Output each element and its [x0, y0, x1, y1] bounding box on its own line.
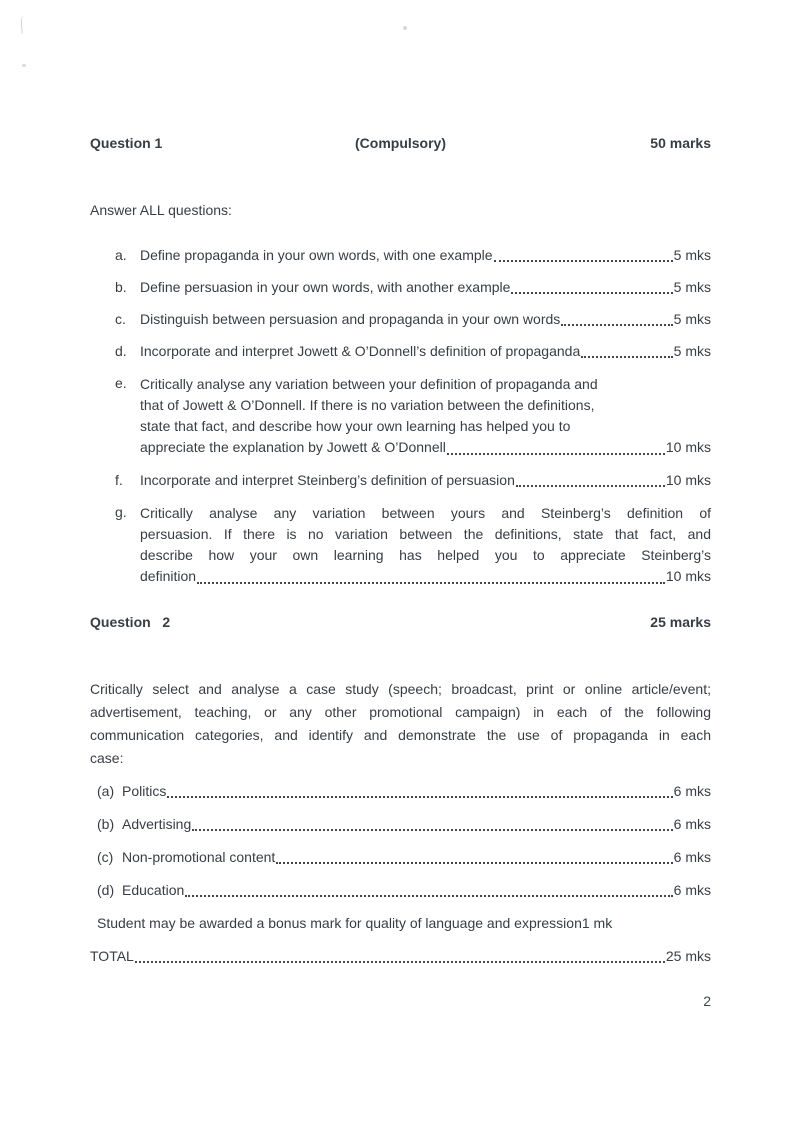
q2-item-list	[90, 782, 711, 900]
item-row	[140, 471, 711, 490]
item-body	[122, 881, 711, 900]
dotted-leader	[581, 356, 672, 358]
item-body	[140, 471, 711, 490]
item-text: Distinguish between persuasion and propaganda in your own words	[140, 311, 561, 327]
total-line	[90, 947, 711, 966]
item-marks: 6 mks	[673, 849, 711, 865]
item-marks: 6 mks	[673, 882, 711, 898]
dotted-leader	[511, 292, 672, 294]
page-content	[90, 134, 711, 1011]
total-label: TOTAL	[90, 948, 134, 964]
item-line: Critically analyse any variation between yours and Steinberg’s definition of	[140, 505, 711, 521]
question-1-title: Question 1	[90, 135, 163, 151]
bonus-marks: 1 mk	[581, 915, 613, 931]
question-item	[115, 503, 711, 587]
item-text: Politics	[122, 783, 167, 799]
item-marks: 5 mks	[673, 247, 711, 263]
item-text: Define persuasion in your own words, with another example	[140, 279, 511, 295]
item-body	[122, 848, 711, 867]
bonus-line	[97, 914, 711, 933]
dotted-leader	[561, 324, 672, 326]
total-marks: 25 mks	[665, 948, 711, 964]
dotted-leader	[494, 260, 673, 262]
item-label: f.	[115, 472, 123, 488]
item-line: persuasion. If there is no variation between the definitions, state that fact, and	[140, 526, 711, 542]
item-text: Education	[122, 882, 185, 898]
item-body	[140, 278, 711, 297]
item-body	[122, 815, 711, 834]
item-marks: 5 mks	[673, 343, 711, 359]
q1-intro: Answer ALL questions:	[90, 202, 232, 218]
scan-artifact	[20, 16, 25, 34]
item-row	[140, 310, 711, 329]
item-label: (c)	[97, 849, 114, 865]
item-text: definition	[140, 568, 197, 584]
item-label: (d)	[97, 882, 115, 898]
question-item	[115, 374, 711, 458]
item-line: state that fact, and describe how your own learning has helped you to	[140, 418, 571, 434]
item-label: (a)	[97, 783, 115, 799]
dotted-leader	[167, 796, 672, 798]
question-item	[115, 471, 711, 490]
item-body	[122, 782, 711, 801]
item-text: appreciate the explanation by Jowett & O’Donnell	[140, 439, 446, 455]
page-number: 2	[703, 993, 711, 1009]
item-body	[140, 246, 711, 265]
item-line: that of Jowett & O’Donnell. If there is no variation between the definitions,	[140, 397, 595, 413]
q2-intro-paragraph	[90, 678, 711, 770]
item-row	[140, 342, 711, 361]
item-text: Incorporate and interpret Steinberg’s definition of persuasion	[140, 472, 515, 488]
item-label: b.	[115, 279, 127, 295]
scan-artifact	[403, 26, 407, 30]
item-last-line	[140, 566, 711, 587]
question-2-title: Question 2	[90, 614, 171, 630]
item-row	[122, 881, 711, 900]
item-label: (b)	[97, 816, 115, 832]
dotted-leader	[192, 829, 672, 831]
item-last-line	[140, 437, 711, 458]
dotted-leader	[276, 862, 672, 864]
question-1-subtitle: (Compulsory)	[355, 135, 446, 151]
q1-item-list	[90, 246, 711, 587]
item-text: Incorporate and interpret Jowett & O’Donnell’s definition of propaganda	[140, 343, 581, 359]
scan-artifact	[22, 64, 26, 67]
item-label: d.	[115, 343, 127, 359]
question-2-marks: 25 marks	[650, 614, 711, 630]
dotted-leader	[185, 895, 672, 897]
item-body	[140, 342, 711, 361]
item-row	[140, 246, 711, 265]
intro-line: Critically select and analyse a case study (speech; broadcast, print or online article/event;	[90, 681, 711, 697]
item-text: Non-promotional content	[122, 849, 276, 865]
dotted-leader	[447, 453, 665, 455]
item-marks: 5 mks	[673, 311, 711, 327]
question-item	[115, 310, 711, 329]
item-line: describe how your own learning has helped you to appreciate Steinberg’s	[140, 547, 711, 563]
item-marks: 5 mks	[673, 279, 711, 295]
item-body	[140, 374, 711, 458]
item-body	[140, 310, 711, 329]
item-marks: 6 mks	[673, 783, 711, 799]
question-item	[97, 782, 711, 801]
question-item	[115, 246, 711, 265]
item-label: c.	[115, 311, 126, 327]
question-2-header	[90, 613, 711, 632]
bonus-text: Student may be awarded a bonus mark for quality of language and expression	[97, 915, 582, 931]
question-item	[97, 815, 711, 834]
item-text: Advertising	[122, 816, 192, 832]
item-label: g.	[115, 504, 127, 520]
item-row	[122, 782, 711, 801]
dotted-leader	[197, 582, 665, 584]
item-marks: 10 mks	[665, 472, 711, 488]
dotted-leader	[516, 485, 665, 487]
item-row	[140, 278, 711, 297]
dotted-leader	[135, 961, 665, 963]
item-label: a.	[115, 247, 127, 263]
intro-line: case:	[90, 750, 124, 766]
question-item	[115, 278, 711, 297]
item-text: Define propaganda in your own words, with one example	[140, 247, 493, 263]
item-marks: 6 mks	[673, 816, 711, 832]
item-label: e.	[115, 375, 127, 391]
intro-line: advertisement, teaching, or any other promotional campaign) in each of the following	[90, 704, 711, 720]
item-line: Critically analyse any variation between your definition of propaganda and	[140, 376, 598, 392]
question-item	[97, 881, 711, 900]
item-row	[122, 815, 711, 834]
question-item	[115, 342, 711, 361]
item-row	[122, 848, 711, 867]
question-1-header	[90, 134, 711, 153]
item-marks: 10 mks	[665, 439, 711, 455]
intro-line: communication categories, and identify and demonstrate the use of propaganda in each	[90, 727, 711, 743]
question-item	[97, 848, 711, 867]
question-1-marks: 50 marks	[650, 135, 711, 151]
item-body	[140, 503, 711, 587]
item-marks: 10 mks	[665, 568, 711, 584]
